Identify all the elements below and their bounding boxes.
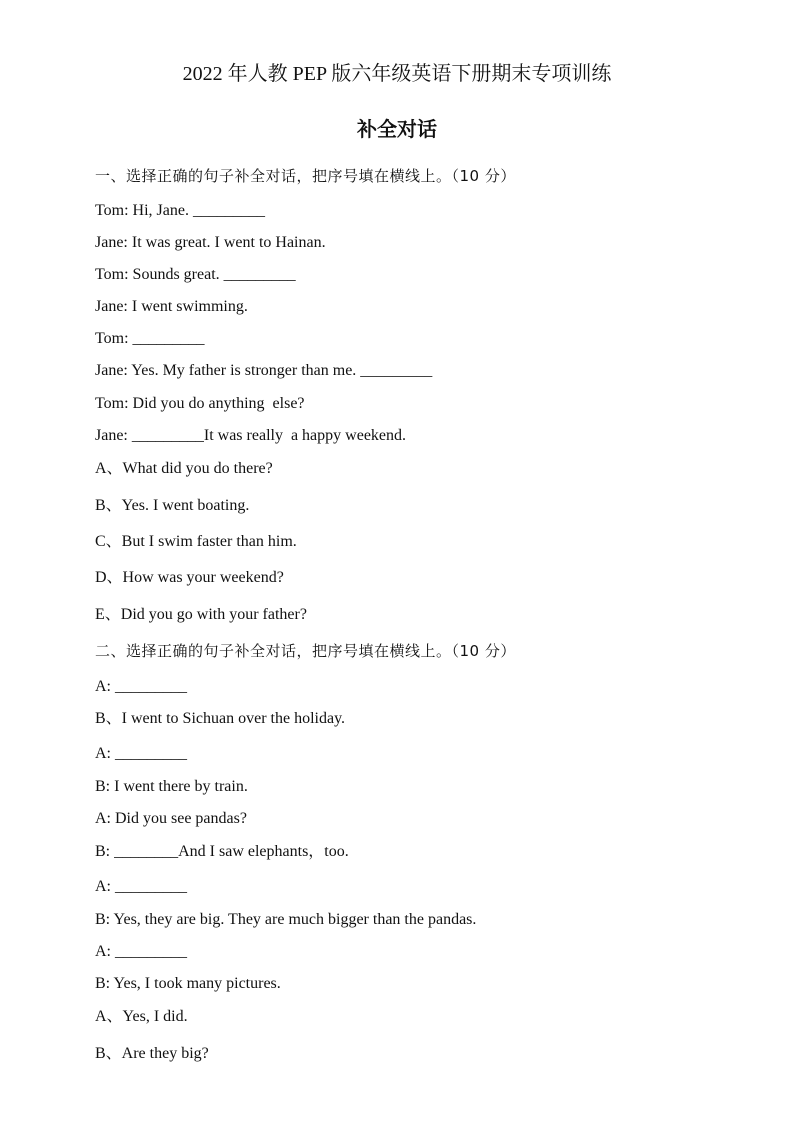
- dialogue-line: A: _________: [95, 943, 187, 960]
- dialogue-line: B: ________And I saw elephants，too.: [95, 843, 349, 860]
- document-title: 2022 年人教 PEP 版六年级英语下册期末专项训练: [182, 63, 612, 85]
- dialogue-line: Tom: Hi, Jane. _________: [95, 202, 265, 219]
- document-subtitle: 补全对话: [357, 117, 437, 141]
- dialogue-line: Tom: Sounds great. _________: [95, 266, 296, 283]
- dialogue-line: A: _________: [95, 678, 187, 695]
- option-item: B、Yes. I went boating.: [95, 497, 250, 514]
- option-item: A、Yes, I did.: [95, 1008, 188, 1025]
- option-item: A、What did you do there?: [95, 460, 273, 477]
- option-item: D、How was your weekend?: [95, 569, 284, 586]
- dialogue-line: B: Yes, I took many pictures.: [95, 975, 281, 992]
- dialogue-line: Jane: It was great. I went to Hainan.: [95, 234, 326, 251]
- dialogue-line: B: Yes, they are big. They are much bigger than the pandas.: [95, 911, 477, 928]
- dialogue-line: Tom: _________: [95, 330, 205, 347]
- dialogue-line: A: _________: [95, 745, 187, 762]
- dialogue-line: B、I went to Sichuan over the holiday.: [95, 710, 346, 727]
- dialogue-line: A: Did you see pandas?: [95, 810, 247, 827]
- dialogue-line: Jane: Yes. My father is stronger than me. _________: [95, 362, 433, 379]
- option-item: C、But I swim faster than him.: [95, 533, 297, 550]
- dialogue-line: A: _________: [95, 878, 187, 895]
- option-item: E、Did you go with your father?: [95, 606, 307, 623]
- dialogue-line: Jane: I went swimming.: [95, 298, 248, 315]
- option-item: B、Are they big?: [95, 1045, 209, 1062]
- dialogue-line: Tom: Did you do anything else?: [95, 395, 305, 412]
- section2-instruction: 二、选择正确的句子补全对话，把序号填在横线上。（10 分）: [95, 642, 516, 660]
- dialogue-line: Jane: _________It was really a happy weekend.: [95, 427, 407, 444]
- section1-instruction: 一、选择正确的句子补全对话，把序号填在横线上。（10 分）: [95, 167, 516, 185]
- dialogue-line: B: I went there by train.: [95, 778, 248, 795]
